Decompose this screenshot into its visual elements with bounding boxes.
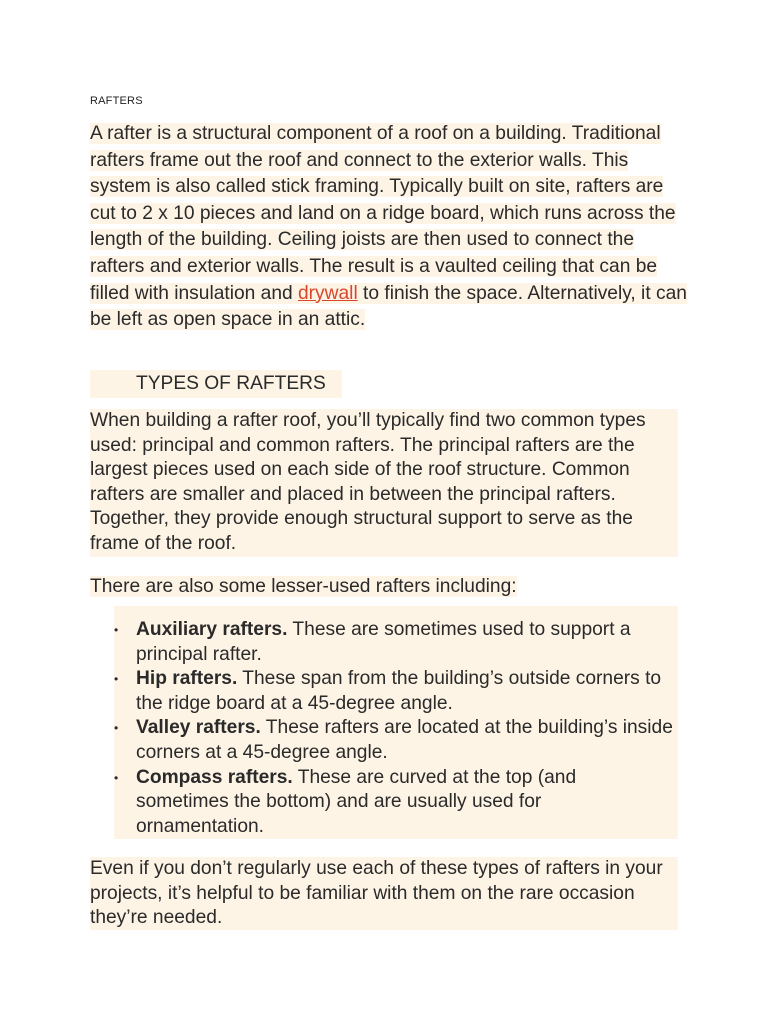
bullet-icon: •	[114, 672, 119, 687]
types-paragraph-text: When building a rafter roof, you’ll typically find two common types used: principal and common rafters. The principal rafters are the largest pieces used on each side of the roof structure. Common rafters are smaller and placed in between the principal rafters. Together, they provide enough structural support to serve as the frame of the roof.	[90, 410, 646, 554]
intro-paragraph	[90, 121, 690, 334]
lesser-used-intro	[90, 575, 690, 600]
bullet-icon: •	[114, 623, 119, 637]
bullet-icon: •	[114, 770, 119, 785]
list-item	[114, 766, 674, 840]
lesser-used-intro-text: There are also some lesser-used rafters including:	[90, 576, 517, 597]
list-item	[114, 667, 674, 716]
closing-paragraph-text: Even if you don’t regularly use each of these types of rafters in your projects, it’s helpful to be familiar with them on the rare occasion they’re needed.	[90, 858, 663, 929]
section-heading-text: TYPES OF RAFTERS	[136, 373, 326, 394]
rafter-types-list-block	[114, 606, 678, 839]
list-item-desc: These are curved at the top (and sometimes the bottom) and are usually used for ornamentation.	[136, 766, 577, 837]
list-item-desc: These span from the building’s outside corners to the ridge board at a 45-degree angle.	[136, 668, 662, 714]
intro-text-after-link: to finish the space. Alternatively, it can be left as open space in an attic.	[90, 282, 687, 331]
closing-paragraph	[90, 857, 678, 931]
intro-highlight	[90, 123, 687, 330]
types-paragraph	[90, 409, 678, 557]
section-heading	[90, 370, 342, 398]
list-item-term: Compass rafters.	[136, 766, 293, 788]
bullet-icon: •	[114, 721, 119, 736]
list-item-desc: These are sometimes used to support a principal rafter.	[136, 619, 631, 665]
document-title: RAFTERS	[90, 95, 143, 107]
list-item	[114, 716, 674, 765]
intro-text-before-link: A rafter is a structural component of a roof on a building. Traditional rafters frame out the roof and connect to the exterior walls. This system is also called stick framing. Typically built on site, rafters are cut to 2 x 10 pieces and land on a ridge board, which runs across the length of the building. Ceiling joists are then used to connect the rafters and exterior walls. The result is a vaulted ceiling that can be filled with insulation and	[90, 123, 676, 304]
list-item-term: Auxiliary rafters.	[136, 619, 288, 640]
list-item-desc: These rafters are located at the building’s inside corners at a 45-degree angle.	[136, 717, 673, 763]
rafter-types-list	[114, 618, 674, 839]
list-item-term: Hip rafters.	[136, 668, 238, 690]
list-item	[114, 618, 674, 667]
list-item-term: Valley rafters.	[136, 717, 261, 739]
drywall-link[interactable]: drywall	[298, 282, 358, 304]
